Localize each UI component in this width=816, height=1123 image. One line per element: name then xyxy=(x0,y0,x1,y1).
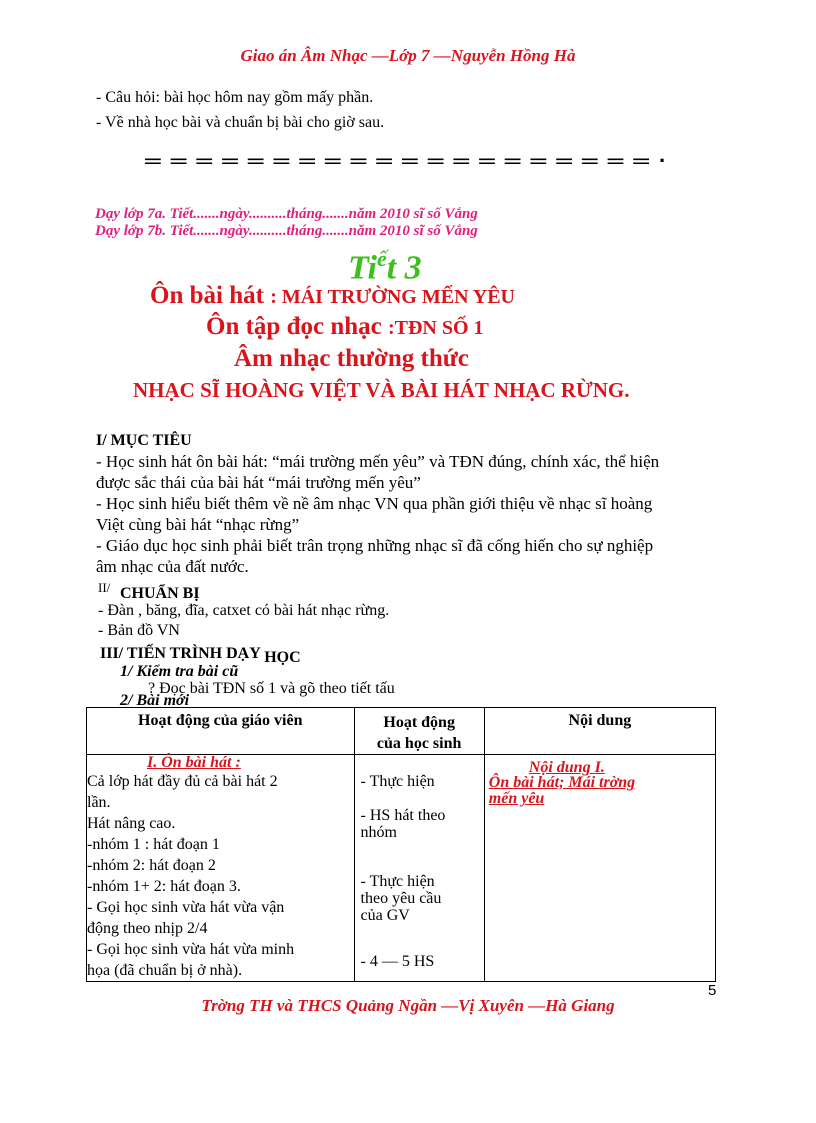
teacher-line: - Gọi học sinh vừa hát vừa minh xyxy=(87,941,295,958)
teacher-line: động theo nhịp 2/4 xyxy=(87,920,208,937)
content-line: mến yêu xyxy=(488,790,545,807)
student-activity: - Thực hiện xyxy=(360,773,435,790)
header-teacher: Hoạt động của giáo viên xyxy=(87,708,355,755)
teacher-line: lần. xyxy=(87,794,111,811)
objective-line: - Học sinh hát ôn bài hát: “mái trường mến yêu” và TĐN đúng, chính xác, thể hiện xyxy=(96,452,660,471)
lesson-number: $Ti^ết$ 3 xyxy=(348,246,422,287)
header-student: Hoạt động của học sinh xyxy=(354,708,484,755)
section-prep-heading: CHUẨN BỊ xyxy=(120,585,200,602)
objective-line: được sắc thái của bài hát “mái trường mến yêu” xyxy=(96,473,421,492)
title-review-song: Ôn bài hát : MÁI TRƯỜNG MẾN YÊU xyxy=(150,282,515,309)
objective-line: - Học sinh hiểu biết thêm về nề âm nhạc VN qua phần giới thiệu về nhạc sĩ hoàng xyxy=(96,494,653,513)
header-content: Nội dung xyxy=(484,708,715,755)
title-composer: NHẠC SĨ HOÀNG VIỆT VÀ BÀI HÁT NHẠC RỪNG. xyxy=(133,378,630,402)
content-cell xyxy=(484,755,715,982)
subsection-new-lesson: 2/ Bài mới xyxy=(120,692,190,709)
title-music-knowledge: Âm nhạc thường thức xyxy=(234,345,469,372)
teacher-line: -nhóm 1+ 2: hát đoạn 3. xyxy=(87,878,241,895)
teacher-line: - Gọi học sinh vừa hát vừa vận xyxy=(87,899,285,916)
objective-line: âm nhạc của đất nước. xyxy=(96,557,249,576)
student-activity-cell xyxy=(354,755,484,982)
teacher-section-title: I. Ôn bài hát : xyxy=(147,754,241,771)
teacher-activity-cell xyxy=(87,755,355,982)
objective-line: - Giáo dục học sinh phải biết trân trọng những nhạc sĩ đã cống hiến cho sự nghiệp xyxy=(96,536,654,555)
objective-line: Việt cùng bài hát “nhạc rừng” xyxy=(96,515,300,534)
old-lesson-question: ? Đọc bài TĐN số 1 và gõ theo tiết tấu xyxy=(148,680,395,697)
student-activity: - Thực hiện theo yêu cầu của GV xyxy=(360,873,442,924)
page-number: 5 xyxy=(708,982,717,999)
section-prep-number: II/ xyxy=(98,580,111,595)
page-footer: Trờng TH và THCS Quảng Ngần —Vị Xuyên —Hà Giang xyxy=(201,996,615,1015)
prep-item: - Bản đồ VN xyxy=(98,622,180,639)
content-title: Nội dung I. xyxy=(528,759,605,776)
table-row xyxy=(87,755,716,982)
subsection-old-lesson: 1/ Kiểm tra bài cũ xyxy=(120,663,239,680)
student-activity: - HS hát theo nhóm xyxy=(360,807,446,841)
title-sight-reading: Ôn tập đọc nhạc :TĐN SỐ 1 xyxy=(206,313,484,340)
table-header-row xyxy=(87,708,716,755)
lesson-activity-table xyxy=(86,707,716,982)
teacher-line: -nhóm 1 : hát đoạn 1 xyxy=(87,836,220,853)
teaching-log-7b: Dạy lớp 7b. Tiết.......ngày..........tháng.......năm 2010 sĩ số Vắng xyxy=(95,223,478,239)
section-process-heading: III/ TIẾN TRÌNH DẠY HỌC xyxy=(100,645,301,666)
content-line: Ôn bài hát; Mái trờng xyxy=(488,774,636,791)
review-question: - Câu hỏi: bài học hôm nay gồm mấy phần. xyxy=(96,89,374,106)
homework-note: - Về nhà học bài và chuẩn bị bài cho giờ sau. xyxy=(96,114,385,131)
teacher-line: -nhóm 2: hát đoạn 2 xyxy=(87,857,216,874)
teacher-line: Cả lớp hát đầy đủ cả bài hát 2 xyxy=(87,773,278,790)
section-objectives-heading: I/ MỤC TIÊU xyxy=(96,432,192,449)
teacher-line: họa (đã chuẩn bị ở nhà). xyxy=(87,962,243,979)
section-divider: ═ ═ ═ ═ ═ ═ ═ ═ ═ ═ ═ ═ ═ ═ ═ ═ ═ ═ ═ ═ · xyxy=(145,148,669,173)
student-activity: - 4 — 5 HS xyxy=(360,953,435,970)
prep-item: - Đàn , băng, đĩa, catxet có bài hát nhạc rừng. xyxy=(98,602,390,619)
page-header: Giao án Âm Nhạc —Lớp 7 —Nguyễn Hồng Hà xyxy=(240,46,576,65)
teaching-log-7a: Dạy lớp 7a. Tiết.......ngày..........tháng.......năm 2010 sĩ số Vắng xyxy=(95,206,478,222)
teacher-line: Hát nâng cao. xyxy=(87,815,176,832)
